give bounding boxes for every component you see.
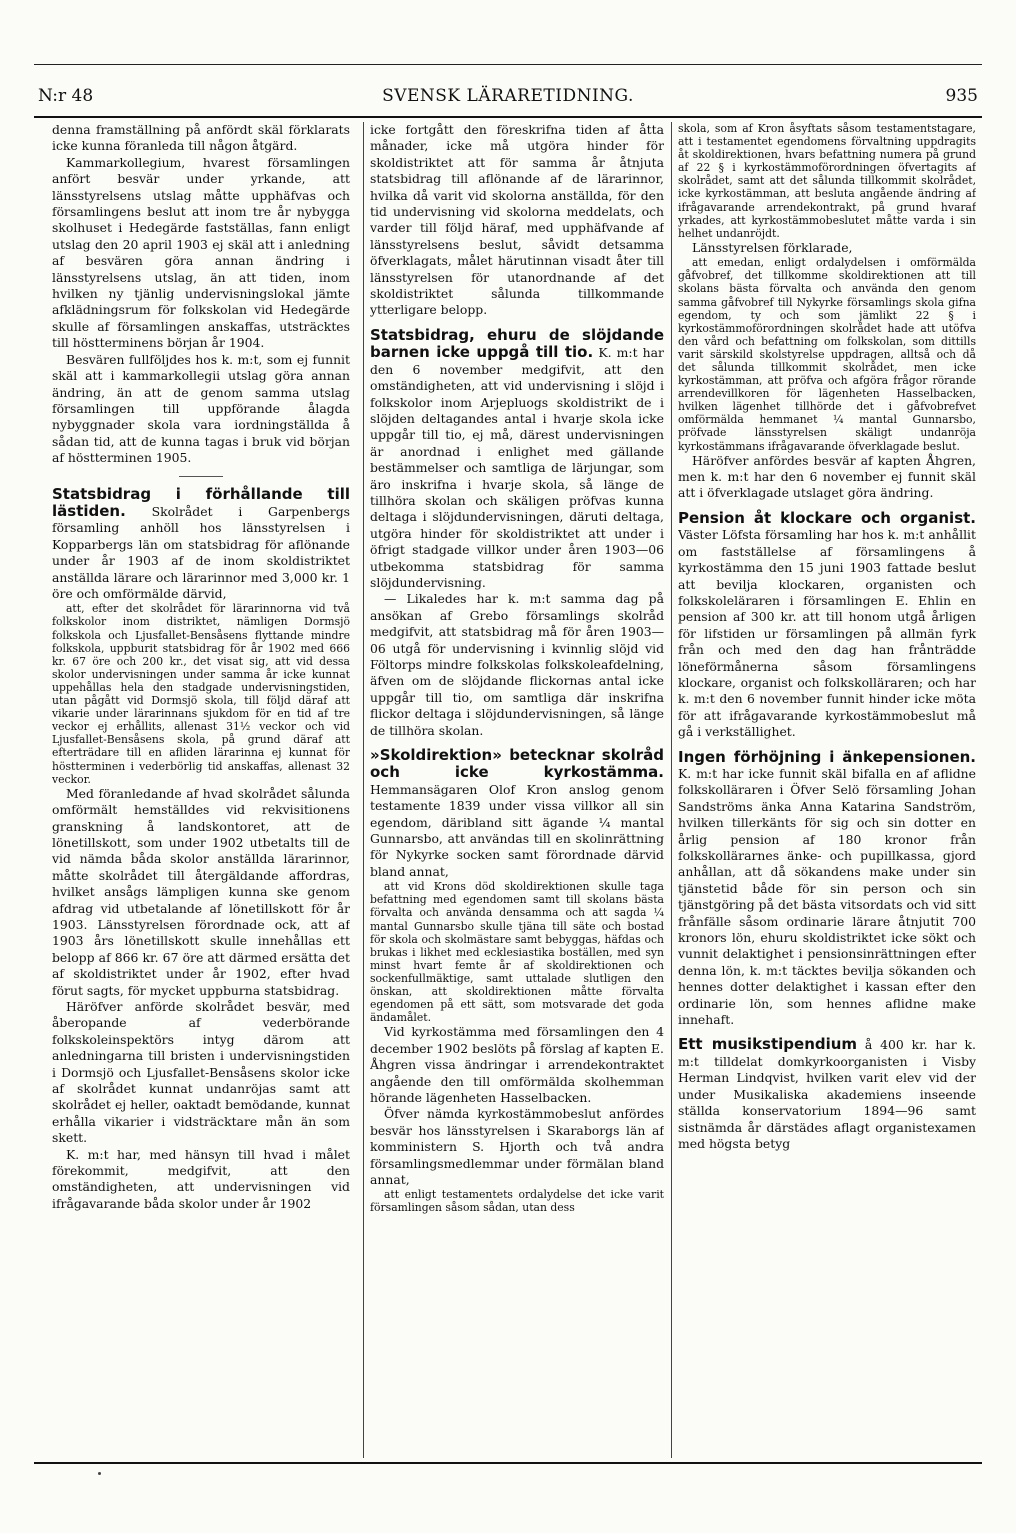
issue-number: N:r 48 [38, 86, 94, 106]
footer-rule [34, 1462, 982, 1464]
column-1 [52, 122, 350, 1458]
paragraph: K. m:t har, med hänsyn till hvad i målet förekommit, medgifvit, att den omständigheten, att undervisningen vid ifrågavarande båda skolor under år 1902 [52, 1146, 350, 1211]
article [678, 510, 976, 741]
paragraph: Öfver nämda kyrkostämmobeslut anfördes besvär hos länsstyrelsen i Skaraborgs län af komministern S. Hjorth och två andra församlingsmedlemmar under förmälan bland annat, [370, 1106, 664, 1187]
column-divider-2 [671, 122, 672, 1458]
top-border-line [34, 64, 982, 65]
article [370, 747, 664, 880]
paragraph: icke fortgått den föreskrifna tiden af åtta månader, icke må utgöra hinder för skoldistriktet att för samma år åtnjuta statsbidrag till aflönande af de lärarinnor, hvilka då varit vid skolorna anställda, för den tid undervisning vid skolorna meddelats, och varder till följd häraf, med upphäfvande af länsstyrelsens beslut, såvidt detsamma öfverklagats, målet härutinnan visadt åter till länsstyrelsen för utanordnande af det skoldistriktet sålunda tillkommande ytterligare belopp. [370, 122, 664, 318]
article-heading: Statsbidrag i förhållande till lästiden. [52, 484, 350, 520]
article [678, 1036, 976, 1152]
article [370, 327, 664, 592]
article [52, 486, 350, 603]
page-number: 935 [945, 86, 978, 106]
quoted-paragraph: att emedan, enligt ordalydelsen i omförmälda gåfvobref, det tillkomme skoldirektionen att till skolans bästa förvalta och använda den genom samma gåfvobref till Nykyrke församlings skola gifna egendom, ty och som jämlikt 22 § i kyrkostämmoförordningen skolrådet hade att utöfva den vård och befattning om folkskolan, som dittills varit särskild skolstyrelse uppdragen, alltså och då det sålunda tillkommit skolrådet, men icke kyrkostämman, att pröfva och afgöra frågor rörande arrendevillkoren för lägenheten Hasselbacken, hvilken lägenhet tillhörde det i gåfvobrefvet omförmälda hemmanet ¼ mantal Gunnarsbo, pröfvade länsstyrelsen skäligt undanröja kyrkostämmans ifrågavarande öfverklagade beslut. [678, 256, 976, 453]
quoted-paragraph: skola, som af Kron åsyftats såsom testamentstagare, att i testamentet egendomens förvaltning uppdragits åt skoldirektionen, hvars befattning numera på grund af 22 § i kyrkostämmoförordningen öfvertagits af skolrådet, samt att det sålunda tillkommit skolrådet, icke kyrkostämman, att besluta angående ändring af ifrågavarande arrendekontrakt, på grund hvaraf yrkades, att kyrkostämmobeslutet måtte varda i sin helhet undanröjdt. [678, 122, 976, 240]
paragraph: Kammarkollegium, hvarest församlingen anfört besvär under yrkande, att länsstyrelsens utslag måtte upphäfvas och församlingens beslut att inom tre år nybygga skolhuset i Hedegärde fastställas, fann enligt utslag den 20 april 1903 ej skäl att i anledning af besvären göra annan ändring i länsstyrelsens utslag, än att tiden, inom hvilken ny tjänlig undervisningslokal jämte afklädningsrum för folkskolan vid Hedegärde skulle af församlingen anskaffas, utsträcktes till höstterminens början år 1904. [52, 154, 350, 351]
quoted-paragraph: att, efter det skolrådet för lärarinnorna vid två folkskolor inom distriktet, nämligen Dormsjö folkskola och Ljusfallet-Bensåsens flyttande mindre folkskola, uppburit statsbidrag för år 1902 med 666 kr. 67 öre och 200 kr., det visat sig, att vid dessa skolor undervisningen under samma år icke kunnat uppehållas hela den stadgade undervisningstiden, utan pågått vid Dormsjö skola, till följd däraf att vikarie under lärarinnans sjukdom för en tid af tre veckor ej erhållits, allenast 31½ veckor och vid Ljusfallet-Bensåsens skola, på grund däraf att efterträdare till en afliden lärarinna ej kunnat för höstterminen i vederbörlig tid anskaffas, allenast 32 veckor. [52, 602, 350, 786]
article-heading: »Skoldirektion» betecknar skolråd och icke kyrkostämma. [370, 746, 664, 782]
print-speck [98, 1472, 101, 1475]
paragraph: denna framställning på anfördt skäl förklarats icke kunna föranleda till någon åtgärd. [52, 122, 350, 154]
section-separator [179, 476, 223, 477]
paragraph: Besvären fullföljdes hos k. m:t, som ej funnit skäl att i kammarkollegii utslag göra annan ändring, än att de genom samma utslag församlingen till uppförande ålagda nybyggnader skola vara iordningställda å sådan tid, att de kunna tagas i bruk vid början af höstterminen 1905. [52, 351, 350, 466]
article-heading: Ingen förhöjning i änkepensionen. [678, 747, 976, 766]
column-3 [678, 122, 976, 1458]
article-text: å 400 kr. har k. m:t tilldelat domkyrkoorganisten i Visby Herman Lindqvist, hvilken varit elev vid der under Musikaliska akademiens inseende ställda konservatorium 1894—96 samt sistnämda år därstädes aflagt organistexamen med högsta betyg [678, 1037, 976, 1151]
paragraph: Häröfver anförde skolrådet besvär, med åberopande af vederbörande folkskoleinspektörs intyg därom att anledningarna till bristen i undervisningstiden i Dormsjö och Ljusfallet-Bensåsens skolor icke af skolrådet kunnat undanröjas samt att skolrådet ej heller, oaktadt bemödande, kunnat erhålla vikarier i vidsträcktare mån än som skett. [52, 998, 350, 1146]
article-heading: Pension åt klockare och organist. [678, 508, 976, 527]
paragraph: Häröfver anfördes besvär af kapten Åhgren, men k. m:t har den 6 november ej funnit skäl att i öfverklagade utslaget göra ändring. [678, 452, 976, 501]
article-text: Hemmansägaren Olof Kron anslog genom testamente 1839 under vissa villkor all sin egendom, däribland sitt ägande ¼ mantal Gunnarsbo, att användas till en skolinrättning för Nykyrke socken samt förordnade därvid bland annat, [370, 781, 664, 879]
page-header [34, 86, 982, 108]
paragraph: Länsstyrelsen förklarade, [692, 239, 853, 255]
article [678, 749, 976, 1029]
quoted-paragraph: att enligt testamentets ordalydelse det icke varit församlingen såsom sådan, utan dess [370, 1188, 664, 1215]
article-text: Väster Löfsta församling har hos k. m:t anhållit om fastställelse af församlingens å kyrkostämma den 15 juni 1903 fattade beslut att bevilja klockaren, organisten och folkskoleläraren i församlingen E. Ehlin en pension af 300 kr. att till honom utgå årligen för lifstiden ur församlingen på allmän fyrk från och med den dag han frånträdde löneförmånerna såsom församlingens klockare, organist och folkskolläraren; och har k. m:t den 6 november funnit hinder icke möta för att ifrågavarande kyrkostämmobeslut må gå i verkställighet. [678, 527, 976, 740]
article-text: Skolrådet i Garpenbergs församling anhöll hos länsstyrelsen i Kopparbergs län om statsbidrag för aflönande under år 1903 af de inom skoldistriktet anställda lärare och lärarinnor med 3,000 kr. 1 öre och omförmälde därvid, [52, 503, 350, 601]
paragraph: Vid kyrkostämma med församlingen den 4 december 1902 beslöts på förslag af kapten E. Åhgren vissa ändringar i arrendekontraktet angående den till omförmälda skolhemman hörande lägenheten Hasselbacken. [370, 1024, 664, 1105]
paragraph: Med föranledande af hvad skolrådet sålunda omförmält hemställdes vid rekvisitionens granskning å landskontoret, att de lönetillskott, som under 1902 utbetalts till de vid nämda båda skolor anställda lärarinnor, måtte skolrådet till återgäldande affordras, hvilket ansågs lämpligen kunna ske genom afdrag vid utbetalande af lönetillskott för år 1903. Länsstyrelsen förordnade ock, att af 1903 års lönetillskott skulle innehållas ett belopp af 866 kr. 67 öre att därmed ersätta det af skoldistriktet under år 1902, efter hvad förut sagts, för mycket uppburna statsbidrag. [52, 785, 350, 998]
column-divider-1 [363, 122, 364, 1458]
header-rule [34, 116, 982, 118]
journal-title: SVENSK LÄRARETIDNING. [382, 86, 634, 106]
article-heading: Statsbidrag, ehuru de slöjdande barnen icke uppgå till tio. [370, 325, 664, 362]
article-heading: Ett musikstipendium [678, 1035, 858, 1054]
article-text: K. m:t har icke funnit skäl bifalla en af aflidne folkskolläraren i Öfver Selö församling Johan Sandströms änka Anna Katarina Sandström, hvilken tillerkänts för sig och sin dotter en årlig pension af 180 kronor från folkskollärarnes änke- och pupillkassa, gjord anhållan, att då sökandens make under sin tjänstetid både för sin person och sin tjänstgöring på det bästa vitsordats och vid sitt frånfälle såsom ordinarie lärare åtnjutit 700 kronors lön, ehuru skoldistriktet icke sökt och vunnit delaktighet i pensionsinrättningen efter denna lön, k. m:t täcktes bevilja sökanden och hennes dotter delaktighet i kassan efter den ordinarie lön, som hennes aflidne make innehaft. [678, 765, 976, 1028]
column-2 [370, 122, 664, 1458]
quoted-paragraph: att vid Krons död skoldirektionen skulle taga befattning med egendomen samt till skolans bästa förvalta och använda densamma och att sagda ¼ mantal Gunnarsbo skulle tjäna till säte och bostad för skola och skolmästare samt bebyggas, häfdas och brukas i likhet med ecklesiastika boställen, med syn minst hvart femte år af skoldirektionen och sockenfullmäktige, samt uttalade slutligen den önskan, att skoldirektionen måtte förvalta egendomen på ett sätt, som motsvarade det goda ändamålet. [370, 880, 664, 1025]
article-text: K. m:t har den 6 november medgifvit, att den omständigheten, att vid undervisning i slöjd i folkskolor inom Arjepluogs skoldistrikt de i slöjden deltagandes antal i hvarje skola icke uppgår till tio, ej må, därest undervisningen är anordnad i enlighet med gällande bestämmelser och samtliga de lärjungar, som äro inskrifna i hvarje skola, så länge de tillhöra skolan och skäligen pröfvas kunna deltaga i slöjdundervisningen, däruti deltaga, utgöra hinder för skoldistriktet att under i öfrigt stadgade villkor under åren 1903—06 utbekomma statsbidrag för samma slöjdundervisning. [370, 345, 664, 590]
paragraph: — Likaledes har k. m:t samma dag på ansökan af Grebo församlings skolråd medgifvit, att statsbidrag må för åren 1903—06 utgå för undervisning i kvinnlig slöjd vid Föltorps mindre folkskolas folkskoleafdelning, äfven om de slöjdande flickornas antal icke uppgår till tio, om samtliga där inskrifna flickor deltaga i slöjdundervisningen, så länge de tillhöra skolan. [370, 591, 664, 738]
